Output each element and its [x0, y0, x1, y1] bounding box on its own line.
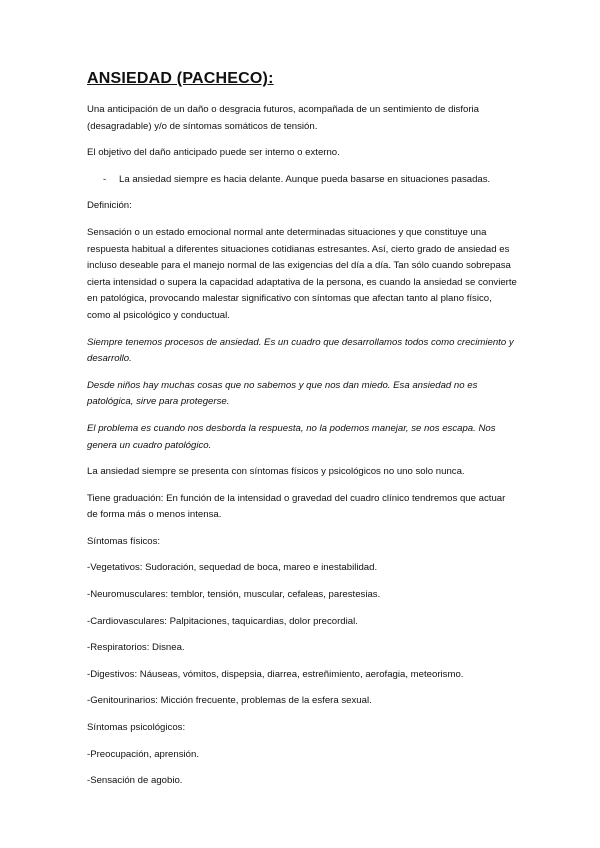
- physical-symptom-item: -Vegetativos: Sudoración, sequedad de boca, mareo e inestabilidad.: [87, 562, 378, 574]
- objective-paragraph: El objetivo del daño anticipado puede ser interno o externo.: [87, 147, 340, 159]
- italic-note-1: Siempre tenemos procesos de ansiedad. Es un cuadro que desarrollamos todos como crecimiento y desarrollo.: [87, 336, 514, 365]
- symptoms-paragraph: La ansiedad siempre se presenta con síntomas físicos y psicológicos no uno solo nunca.: [87, 466, 465, 478]
- physical-symptom-item: -Digestivos: Náuseas, vómitos, dispepsia, diarrea, estreñimiento, aerofagia, meteorismo.: [87, 668, 464, 680]
- document-body: [87, 70, 517, 800]
- physical-symptom-item: -Respiratorios: Disnea.: [87, 642, 185, 654]
- italic-note-3: El problema es cuando nos desborda la respuesta, no la podemos manejar, se nos escapa. Nos genera un cuadro patológico.: [87, 422, 496, 451]
- physical-symptom-item: -Cardiovasculares: Palpitaciones, taquicardias, dolor precordial.: [87, 615, 358, 627]
- psychological-symptom-item: -Sensación de agobio.: [87, 775, 183, 787]
- italic-note-2: Desde niños hay muchas cosas que no sabemos y que nos dan miedo. Esa ansiedad no es patológica, sirve para protegerse.: [87, 379, 478, 408]
- bullet-item: [87, 172, 517, 189]
- bullet-text: La ansiedad siempre es hacia delante. Aunque pueda basarse en situaciones pasadas.: [119, 173, 491, 185]
- definition-text: Sensación o un estado emocional normal ante determinadas situaciones y que constituye una respuesta habitual a diferentes situaciones cotidianas estresantes. Así, cierto grado de ansiedad es incluso deseable para el manejo normal de las exigencias del día a día. Tan sólo cuando sobrepasa cierta intensidad o supera la capacidad adaptativa de la persona, es cuando la ansiedad se convierte en patológica, provocando malestar significativo con síntomas que afectan tanto al plano físico, como al psicológico y conductual.: [87, 226, 517, 321]
- graduation-paragraph: Tiene graduación: En función de la intensidad o gravedad del cuadro clínico tendremos que actuar de forma más o menos intensa.: [87, 492, 506, 521]
- bullet-marker: -: [103, 173, 107, 185]
- definition-heading: Definición:: [87, 200, 132, 212]
- document-title: ANSIEDAD (PACHECO):: [87, 70, 274, 87]
- psychological-symptom-item: -Preocupación, aprensión.: [87, 748, 199, 760]
- physical-symptom-item: -Genitourinarios: Micción frecuente, problemas de la esfera sexual.: [87, 695, 372, 707]
- psychological-symptoms-heading: Síntomas psicológicos:: [87, 722, 186, 734]
- physical-symptoms-heading: Síntomas físicos:: [87, 535, 161, 547]
- definition-paragraph: Una anticipación de un daño o desgracia futuros, acompañada de un sentimiento de disforia (desagradable) y/o de síntomas somáticos de tensión.: [87, 104, 480, 132]
- physical-symptom-item: -Neuromusculares: temblor, tensión, muscular, cefaleas, parestesias.: [87, 589, 381, 601]
